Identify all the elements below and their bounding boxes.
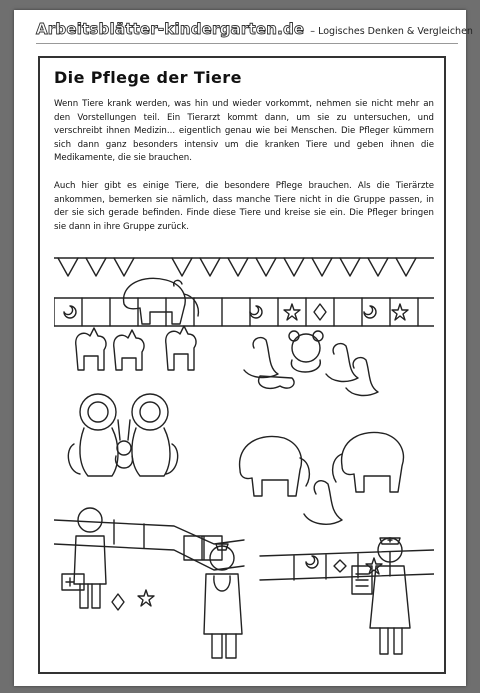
nurse-with-clipboard xyxy=(352,538,410,654)
elephant xyxy=(240,436,302,496)
seal xyxy=(346,358,378,396)
intro-paragraph: Wenn Tiere krank werden, was hin und wieder vorkommt, nehmen sie nicht mehr an den Vorstellungen teil. Ein Tierarzt kommt dann, um sie zu untersuchen, und verschreibt ihnen Medizin... eigentlich genau wie bei Menschen. Die Pfleger kümmern sich dann ganz besonders intensiv um die kranken Tiere und geben ihnen die Medikamente, die sie brauchen. xyxy=(54,99,434,163)
worksheet-content-frame xyxy=(38,56,446,674)
horse xyxy=(76,328,106,370)
site-name[interactable]: Arbeitsblätter-kindergarten.de xyxy=(36,20,305,38)
moon-icon xyxy=(64,306,76,318)
pennant-garland xyxy=(54,258,434,276)
diamond-icon xyxy=(314,304,326,320)
section-subtitle: – Logisches Denken & Vergleichen xyxy=(310,26,473,37)
bear xyxy=(292,334,320,362)
elephant xyxy=(342,432,404,492)
medical-cross-icon xyxy=(66,578,74,586)
moon-icon xyxy=(250,306,262,318)
horse xyxy=(114,330,144,370)
seal xyxy=(244,338,278,378)
star-icon xyxy=(392,304,408,320)
star-icon xyxy=(138,590,154,606)
page-header xyxy=(36,20,473,40)
wall-panels xyxy=(54,298,434,326)
star-icon xyxy=(284,304,300,320)
vet-with-stethoscope xyxy=(204,544,242,658)
moon-icon xyxy=(306,556,318,568)
elephant xyxy=(124,278,186,324)
ring-fence xyxy=(54,520,434,610)
rabbit-with-lions-group xyxy=(68,394,177,476)
lion xyxy=(88,402,108,422)
worksheet-page xyxy=(14,10,473,686)
elephant-with-horses-group xyxy=(76,278,199,370)
vet-with-bag xyxy=(62,508,106,608)
diamond-icon xyxy=(334,560,346,572)
worksheet-title: Die Pflege der Tiere xyxy=(54,68,242,87)
bear-with-seals-group xyxy=(244,331,378,395)
circus-illustration xyxy=(54,244,434,668)
task-paragraph: Auch hier gibt es einige Tiere, die besondere Pflege brauchen. Als die Tierärzte ankommen, bemerken sie nämlich, dass manche Tiere nicht in die Gruppe passen, in der sie sich gerade befinden. Finde diese Tiere und kreise sie ein. Die Pfleger bringen sie dann in ihre Gruppe zurück. xyxy=(54,181,434,232)
rabbit xyxy=(118,420,130,440)
diamond-icon xyxy=(112,594,124,610)
horse xyxy=(166,326,196,370)
seal-with-elephants-group xyxy=(240,432,404,524)
moon-icon xyxy=(364,306,376,318)
seal xyxy=(304,481,342,525)
lion xyxy=(140,402,160,422)
header-rule xyxy=(36,43,458,44)
